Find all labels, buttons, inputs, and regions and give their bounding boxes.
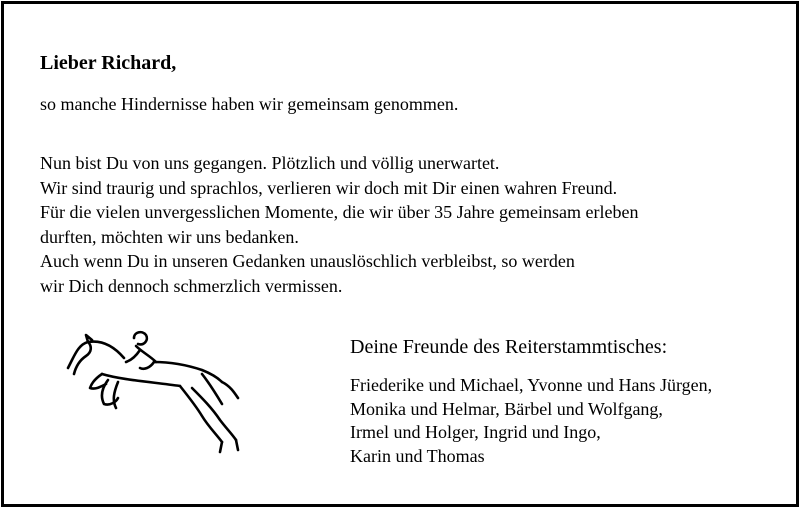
salutation-heading: Lieber Richard, (40, 52, 177, 74)
obituary-card (1, 1, 799, 507)
signature-list (350, 374, 712, 468)
signoff-title: Deine Freunde des Reiterstammtisches: (350, 336, 668, 358)
show-jumping-horse-rider-icon (62, 322, 252, 462)
message-line: Auch wenn Du in unseren Gedanken unauslöschlich verbleibst, so werden (40, 251, 575, 271)
signature-line: Monika und Helmar, Bärbel und Wolfgang, (350, 398, 663, 419)
message-line: Nun bist Du von uns gegangen. Plötzlich und völlig unerwartet. (40, 153, 500, 173)
message-line: wir Dich dennoch schmerzlich vermissen. (40, 275, 343, 296)
message-line: Wir sind traurig und sprachlos, verlieren wir doch mit Dir einen wahren Freund. (40, 177, 618, 198)
signature-line: Karin und Thomas (350, 445, 485, 466)
signature-line: Friederike und Michael, Yvonne und Hans Jürgen, (350, 375, 713, 395)
intro-line: so manche Hindernisse haben wir gemeinsam genommen. (40, 94, 459, 114)
signature-line: Irmel und Holger, Ingrid und Ingo, (350, 422, 601, 442)
message-line: Für die vielen unvergesslichen Momente, die wir über 35 Jahre gemeinsam erleben (40, 202, 639, 222)
message-body (40, 151, 638, 298)
message-line: durften, möchten wir uns bedanken. (40, 226, 299, 247)
